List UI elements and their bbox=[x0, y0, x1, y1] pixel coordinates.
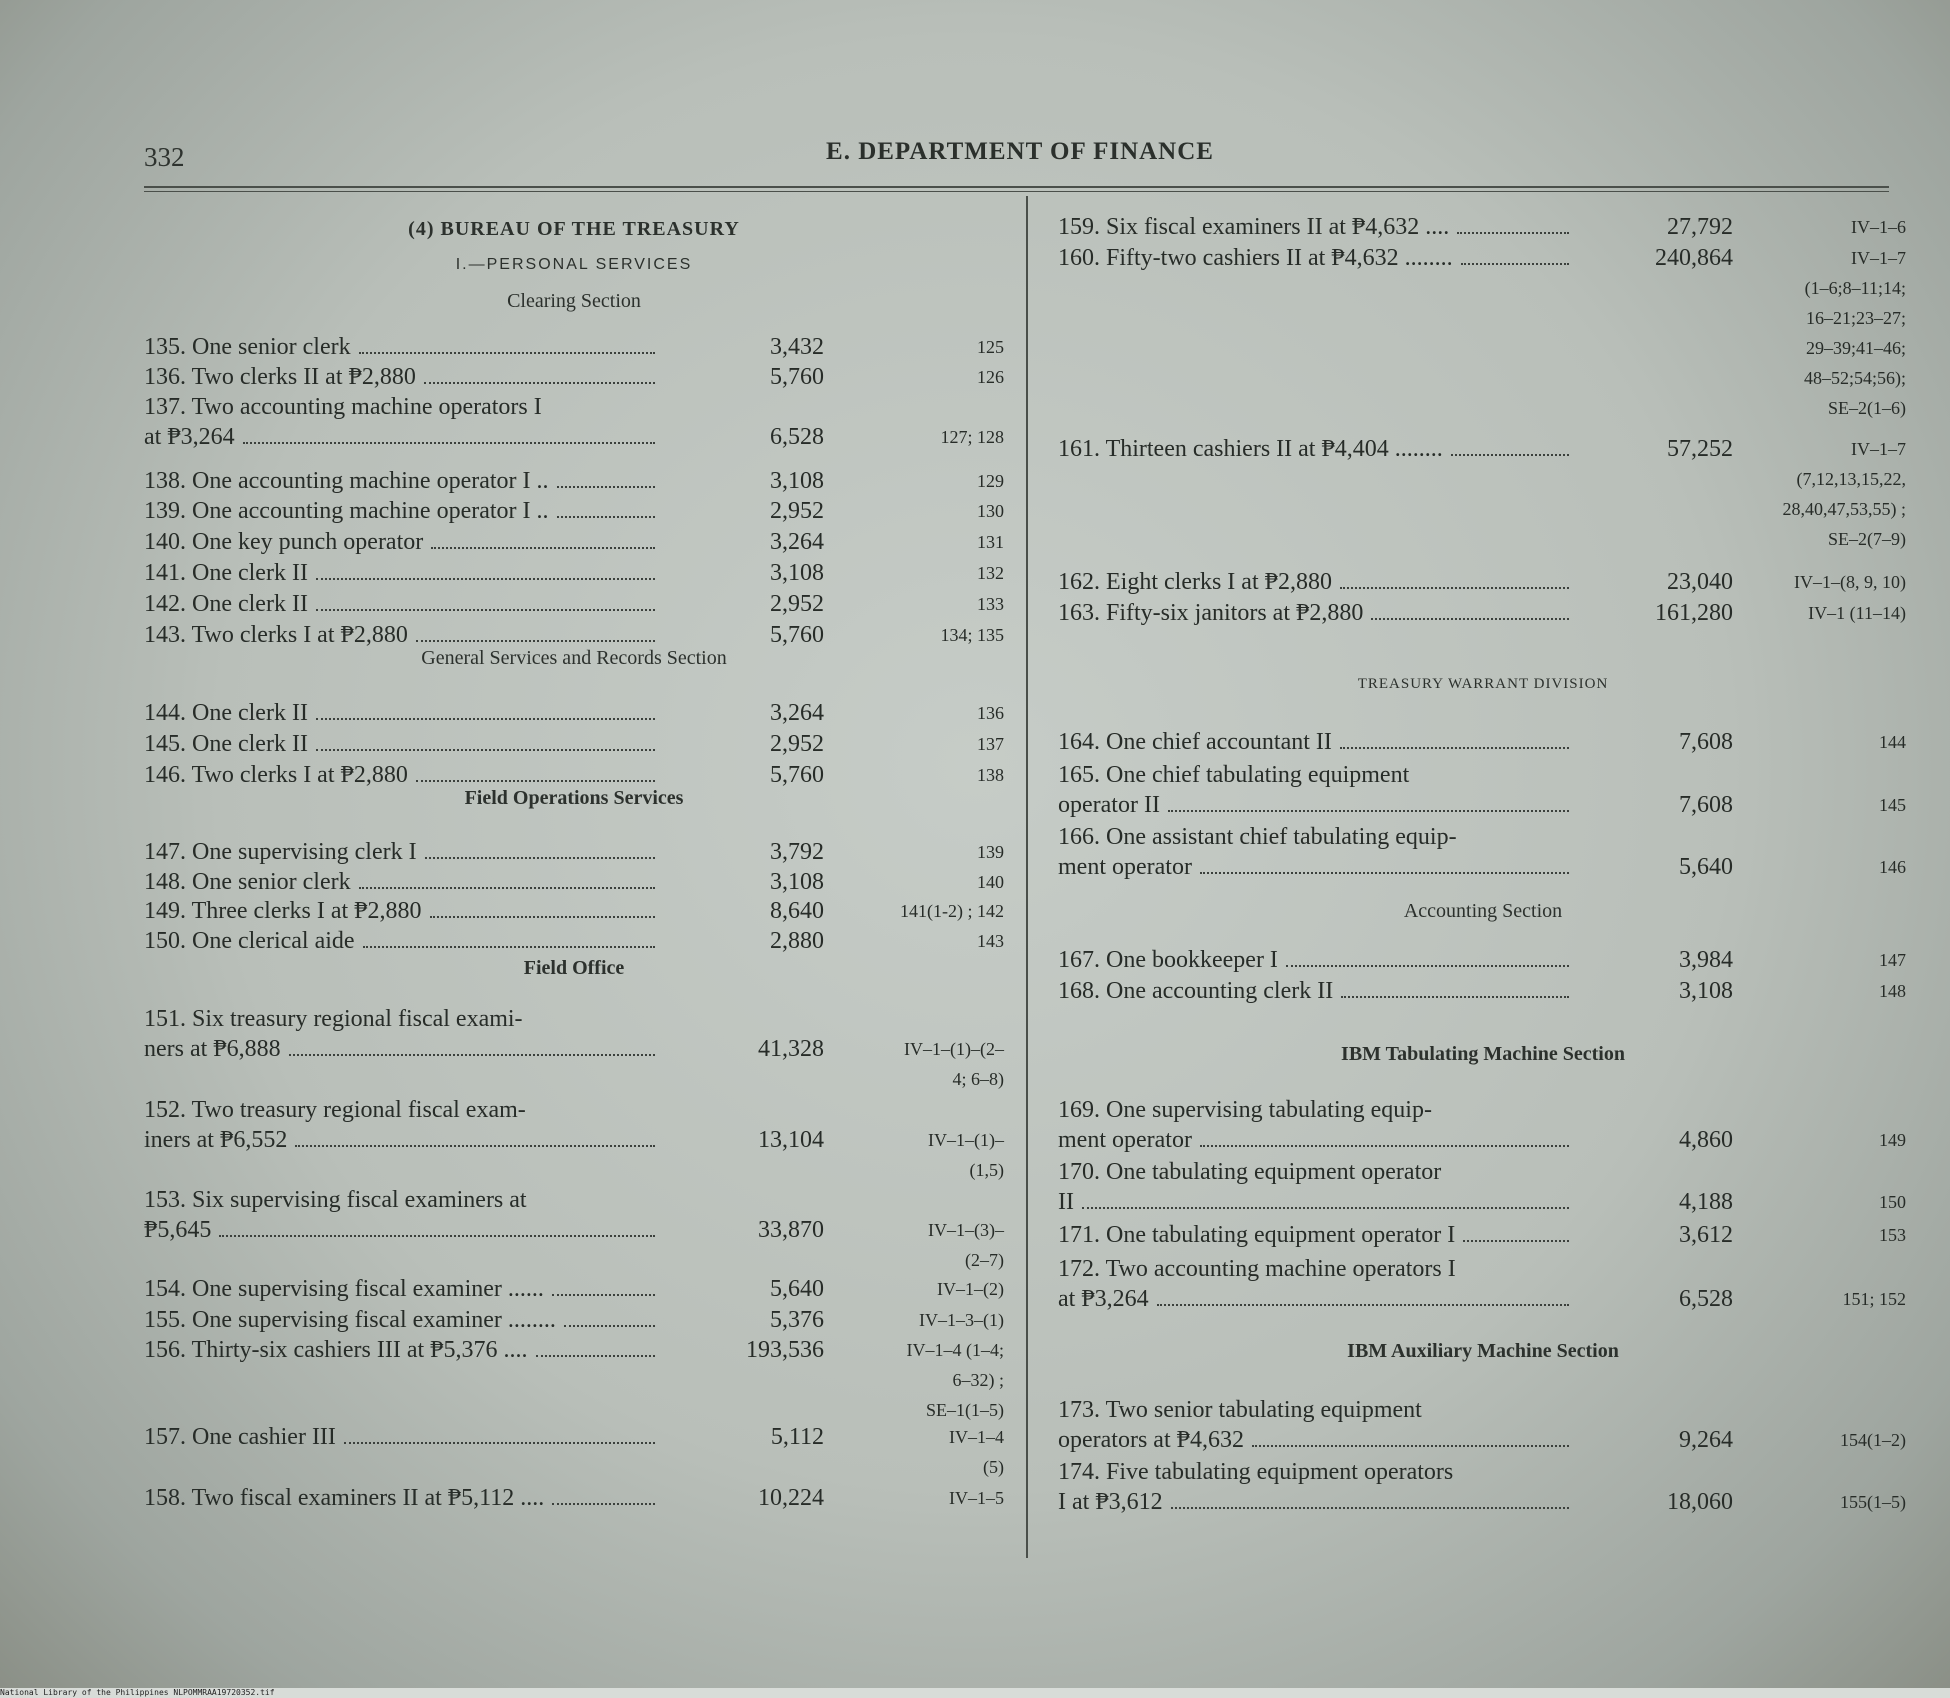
leader-dots bbox=[289, 1054, 655, 1056]
item-description-cont: at ₱3,264 bbox=[144, 424, 235, 450]
accounting-section-heading: Accounting Section bbox=[1403, 900, 1563, 922]
leader-dots bbox=[219, 1235, 655, 1237]
item-amount: 41,328 bbox=[758, 1036, 824, 1062]
item-reference: 132 bbox=[977, 563, 1004, 583]
column-divider bbox=[1026, 196, 1028, 1558]
item-description: 149. Three clerks I at ₱2,880 bbox=[144, 898, 422, 924]
item-description: 159. Six fiscal examiners II at ₱4,632 .... bbox=[1058, 214, 1450, 240]
leader-dots bbox=[1341, 996, 1569, 998]
item-reference: IV–1–7 bbox=[1851, 439, 1906, 459]
ibm-tabulating-heading: IBM Tabulating Machine Section bbox=[1341, 1043, 1625, 1065]
item-amount: 7,608 bbox=[1679, 729, 1733, 755]
item-description: 139. One accounting machine operator I .. bbox=[144, 498, 549, 524]
item-description-cont: at ₱3,264 bbox=[1058, 1286, 1149, 1312]
item-description: 156. Thirty-six cashiers III at ₱5,376 .... bbox=[144, 1337, 528, 1363]
item-reference: 28,40,47,53,55) ; bbox=[1782, 499, 1906, 519]
item-description: 161. Thirteen cashiers II at ₱4,404 ........ bbox=[1058, 436, 1443, 462]
ibm-auxiliary-heading: IBM Auxiliary Machine Section bbox=[1347, 1340, 1619, 1362]
item-description: 163. Fifty-six janitors at ₱2,880 bbox=[1058, 600, 1364, 626]
item-reference: (2–7) bbox=[965, 1250, 1004, 1270]
item-reference: 153 bbox=[1879, 1225, 1906, 1245]
item-reference: (5) bbox=[983, 1457, 1004, 1477]
item-reference: 143 bbox=[977, 931, 1004, 951]
leader-dots bbox=[1461, 263, 1569, 265]
leader-dots bbox=[1171, 1507, 1569, 1509]
treasury-warrant-heading: TREASURY WARRANT DIVISION bbox=[1357, 676, 1609, 692]
item-reference: SE–2(7–9) bbox=[1828, 529, 1906, 549]
item-description-cont: ners at ₱6,888 bbox=[144, 1036, 281, 1062]
item-description: 155. One supervising fiscal examiner ........ bbox=[144, 1307, 556, 1333]
page-number: 332 bbox=[144, 142, 185, 172]
item-amount: 161,280 bbox=[1655, 600, 1733, 626]
leader-dots bbox=[344, 1442, 655, 1444]
item-description: 160. Fifty-two cashiers II at ₱4,632 ........ bbox=[1058, 245, 1453, 271]
header-rule-thin bbox=[144, 191, 1889, 192]
item-description-cont: ment operator bbox=[1058, 854, 1192, 880]
item-reference: 127; 128 bbox=[940, 427, 1004, 447]
item-reference: SE–2(1–6) bbox=[1828, 398, 1906, 418]
leader-dots bbox=[557, 516, 655, 518]
item-description: 138. One accounting machine operator I .. bbox=[144, 468, 549, 494]
item-reference: 140 bbox=[977, 872, 1004, 892]
leader-dots bbox=[316, 609, 655, 611]
leader-dots bbox=[536, 1355, 655, 1357]
page-title: E. DEPARTMENT OF FINANCE bbox=[826, 138, 1214, 165]
leader-dots bbox=[1340, 747, 1569, 749]
leader-dots bbox=[295, 1145, 655, 1147]
leader-dots bbox=[425, 857, 655, 859]
item-description-cont: I at ₱3,612 bbox=[1058, 1489, 1163, 1515]
item-amount: 2,952 bbox=[770, 591, 824, 617]
general-services-heading: General Services and Records Section bbox=[421, 647, 727, 669]
item-description: 168. One accounting clerk II bbox=[1058, 978, 1334, 1004]
personal-services-heading: I.—PERSONAL SERVICES bbox=[455, 256, 693, 273]
item-amount: 240,864 bbox=[1655, 245, 1733, 271]
item-reference: 154(1–2) bbox=[1840, 1430, 1906, 1450]
item-description: 174. Five tabulating equipment operators bbox=[1058, 1459, 1454, 1485]
item-reference: 149 bbox=[1879, 1130, 1906, 1150]
item-description: 152. Two treasury regional fiscal exam- bbox=[144, 1097, 526, 1123]
item-description: 172. Two accounting machine operators I bbox=[1058, 1256, 1456, 1282]
item-description: 142. One clerk II bbox=[144, 591, 308, 617]
item-amount: 5,760 bbox=[770, 364, 824, 390]
item-reference: 138 bbox=[977, 765, 1004, 785]
item-amount: 2,952 bbox=[770, 498, 824, 524]
item-amount: 7,608 bbox=[1679, 792, 1733, 818]
item-reference: 148 bbox=[1879, 981, 1906, 1001]
bureau-heading: (4) BUREAU OF THE TREASURY bbox=[408, 218, 740, 240]
item-reference: 29–39;41–46; bbox=[1805, 338, 1906, 358]
item-description: 143. Two clerks I at ₱2,880 bbox=[144, 622, 408, 648]
item-amount: 13,104 bbox=[758, 1127, 824, 1153]
item-description: 153. Six supervising fiscal examiners at bbox=[144, 1187, 527, 1213]
item-amount: 9,264 bbox=[1679, 1427, 1733, 1453]
item-amount: 33,870 bbox=[758, 1217, 824, 1243]
item-reference: IV–1–3–(1) bbox=[919, 1310, 1004, 1330]
item-reference: IV–1 (11–14) bbox=[1808, 603, 1906, 623]
header-rule bbox=[144, 186, 1889, 188]
item-amount: 18,060 bbox=[1667, 1489, 1733, 1515]
leader-dots bbox=[1463, 1240, 1569, 1242]
item-reference: 139 bbox=[977, 842, 1004, 862]
leader-dots bbox=[1168, 810, 1569, 812]
item-reference: 151; 152 bbox=[1842, 1289, 1906, 1309]
item-reference: IV–1–(8, 9, 10) bbox=[1794, 572, 1906, 592]
leader-dots bbox=[1340, 587, 1569, 589]
item-amount: 5,112 bbox=[770, 1424, 824, 1450]
item-reference: (7,12,13,15,22, bbox=[1796, 469, 1906, 489]
item-reference: 133 bbox=[977, 594, 1004, 614]
item-amount: 3,612 bbox=[1679, 1222, 1733, 1248]
item-description: 165. One chief tabulating equipment bbox=[1058, 762, 1410, 788]
item-reference: 130 bbox=[977, 501, 1004, 521]
item-description-cont: operators at ₱4,632 bbox=[1058, 1427, 1244, 1453]
item-amount: 23,040 bbox=[1667, 569, 1733, 595]
item-reference: 125 bbox=[977, 337, 1004, 357]
item-amount: 3,108 bbox=[1679, 978, 1733, 1004]
item-amount: 3,432 bbox=[770, 334, 824, 360]
item-amount: 5,640 bbox=[1679, 854, 1733, 880]
item-reference: 150 bbox=[1879, 1192, 1906, 1212]
item-reference: 155(1–5) bbox=[1840, 1492, 1906, 1512]
clearing-section-heading: Clearing Section bbox=[507, 290, 641, 312]
leader-dots bbox=[1286, 965, 1569, 967]
item-reference: 144 bbox=[1879, 732, 1906, 752]
item-description: 135. One senior clerk bbox=[144, 334, 351, 360]
item-amount: 193,536 bbox=[746, 1337, 824, 1363]
item-reference: 16–21;23–27; bbox=[1805, 308, 1906, 328]
leader-dots bbox=[359, 887, 655, 889]
item-amount: 3,984 bbox=[1679, 947, 1733, 973]
item-amount: 6,528 bbox=[1679, 1286, 1733, 1312]
item-description: 162. Eight clerks I at ₱2,880 bbox=[1058, 569, 1332, 595]
item-reference: IV–1–7 bbox=[1851, 248, 1906, 268]
leader-dots bbox=[1252, 1445, 1569, 1447]
item-reference: 48–52;54;56); bbox=[1804, 368, 1906, 388]
item-reference: IV–1–6 bbox=[1851, 217, 1906, 237]
item-amount: 6,528 bbox=[770, 424, 824, 450]
leader-dots bbox=[1200, 872, 1569, 874]
item-description: 154. One supervising fiscal examiner ...... bbox=[144, 1276, 544, 1302]
item-reference: IV–1–4 bbox=[949, 1427, 1004, 1447]
item-reference: 129 bbox=[977, 471, 1004, 491]
item-amount: 5,760 bbox=[770, 762, 824, 788]
item-reference: (1–6;8–11;14; bbox=[1804, 278, 1906, 298]
item-amount: 3,108 bbox=[770, 560, 824, 586]
leader-dots bbox=[359, 352, 655, 354]
leader-dots bbox=[316, 749, 655, 751]
scan-footer: National Library of the Philippines NLPOMMRAA19720352.tif bbox=[0, 1688, 1950, 1698]
item-amount: 3,264 bbox=[770, 700, 824, 726]
item-reference: 141(1-2) ; 142 bbox=[900, 901, 1004, 921]
item-amount: 4,860 bbox=[1679, 1127, 1733, 1153]
item-description-cont: ment operator bbox=[1058, 1127, 1192, 1153]
item-amount: 57,252 bbox=[1667, 436, 1733, 462]
leader-dots bbox=[552, 1294, 655, 1296]
leader-dots bbox=[1451, 454, 1569, 456]
item-description: 171. One tabulating equipment operator I bbox=[1058, 1222, 1456, 1248]
item-description: 157. One cashier III bbox=[144, 1424, 336, 1450]
leader-dots bbox=[316, 718, 655, 720]
leader-dots bbox=[557, 486, 655, 488]
leader-dots bbox=[416, 780, 655, 782]
item-description: 170. One tabulating equipment operator bbox=[1058, 1159, 1442, 1185]
item-reference: IV–1–5 bbox=[949, 1488, 1004, 1508]
leader-dots bbox=[430, 916, 655, 918]
item-reference: 6–32) ; bbox=[952, 1370, 1004, 1390]
item-amount: 4,188 bbox=[1679, 1189, 1733, 1215]
item-reference: 131 bbox=[977, 532, 1004, 552]
item-description: 173. Two senior tabulating equipment bbox=[1058, 1397, 1422, 1423]
leader-dots bbox=[424, 382, 655, 384]
item-description: 141. One clerk II bbox=[144, 560, 308, 586]
item-reference: (1,5) bbox=[969, 1160, 1004, 1180]
item-description: 167. One bookkeeper I bbox=[1058, 947, 1278, 973]
item-description-cont: operator II bbox=[1058, 792, 1160, 818]
item-reference: IV–1–(1)– bbox=[928, 1130, 1004, 1150]
item-amount: 3,792 bbox=[770, 839, 824, 865]
item-amount: 5,376 bbox=[770, 1307, 824, 1333]
item-description: 137. Two accounting machine operators I bbox=[144, 394, 542, 420]
item-reference: 4; 6–8) bbox=[952, 1069, 1004, 1089]
item-reference: IV–1–(3)– bbox=[928, 1220, 1004, 1240]
item-amount: 3,264 bbox=[770, 529, 824, 555]
item-description: 150. One clerical aide bbox=[144, 928, 355, 954]
item-description: 158. Two fiscal examiners II at ₱5,112 .... bbox=[144, 1485, 545, 1511]
item-reference: 145 bbox=[1879, 795, 1906, 815]
leader-dots bbox=[431, 547, 655, 549]
item-amount: 8,640 bbox=[770, 898, 824, 924]
item-description-cont: II bbox=[1058, 1189, 1074, 1215]
item-reference: 146 bbox=[1879, 857, 1906, 877]
item-reference: 134; 135 bbox=[940, 625, 1004, 645]
item-description-cont: iners at ₱6,552 bbox=[144, 1127, 288, 1153]
leader-dots bbox=[1082, 1207, 1569, 1209]
leader-dots bbox=[416, 640, 655, 642]
item-description: 148. One senior clerk bbox=[144, 869, 351, 895]
item-reference: IV–1–(2) bbox=[937, 1279, 1004, 1299]
leader-dots bbox=[1157, 1304, 1569, 1306]
item-description: 140. One key punch operator bbox=[144, 529, 424, 555]
leader-dots bbox=[363, 946, 655, 948]
leader-dots bbox=[243, 442, 655, 444]
item-description: 145. One clerk II bbox=[144, 731, 308, 757]
item-amount: 2,952 bbox=[770, 731, 824, 757]
item-description-cont: ₱5,645 bbox=[144, 1217, 212, 1243]
leader-dots bbox=[1200, 1145, 1569, 1147]
item-reference: SE–1(1–5) bbox=[926, 1400, 1004, 1420]
item-description: 166. One assistant chief tabulating equip- bbox=[1058, 824, 1457, 850]
item-amount: 10,224 bbox=[758, 1485, 824, 1511]
field-operations-heading: Field Operations Services bbox=[464, 787, 684, 809]
item-reference: 136 bbox=[977, 703, 1004, 723]
leader-dots bbox=[552, 1503, 655, 1505]
item-amount: 5,640 bbox=[770, 1276, 824, 1302]
item-description: 146. Two clerks I at ₱2,880 bbox=[144, 762, 408, 788]
leader-dots bbox=[1371, 618, 1569, 620]
item-reference: IV–1–(1)–(2– bbox=[904, 1039, 1004, 1059]
item-description: 136. Two clerks II at ₱2,880 bbox=[144, 364, 416, 390]
item-amount: 27,792 bbox=[1667, 214, 1733, 240]
item-amount: 3,108 bbox=[770, 468, 824, 494]
item-reference: 147 bbox=[1879, 950, 1906, 970]
item-amount: 2,880 bbox=[770, 928, 824, 954]
item-description: 169. One supervising tabulating equip- bbox=[1058, 1097, 1432, 1123]
item-amount: 3,108 bbox=[770, 869, 824, 895]
item-description: 151. Six treasury regional fiscal exami- bbox=[144, 1006, 523, 1032]
item-reference: 137 bbox=[977, 734, 1004, 754]
item-description: 164. One chief accountant II bbox=[1058, 729, 1332, 755]
leader-dots bbox=[316, 578, 655, 580]
item-amount: 5,760 bbox=[770, 622, 824, 648]
item-description: 144. One clerk II bbox=[144, 700, 308, 726]
item-description: 147. One supervising clerk I bbox=[144, 839, 417, 865]
item-reference: 126 bbox=[977, 367, 1004, 387]
item-reference: IV–1–4 (1–4; bbox=[906, 1340, 1004, 1360]
leader-dots bbox=[1457, 232, 1569, 234]
leader-dots bbox=[564, 1325, 655, 1327]
field-office-heading: Field Office bbox=[523, 957, 625, 979]
